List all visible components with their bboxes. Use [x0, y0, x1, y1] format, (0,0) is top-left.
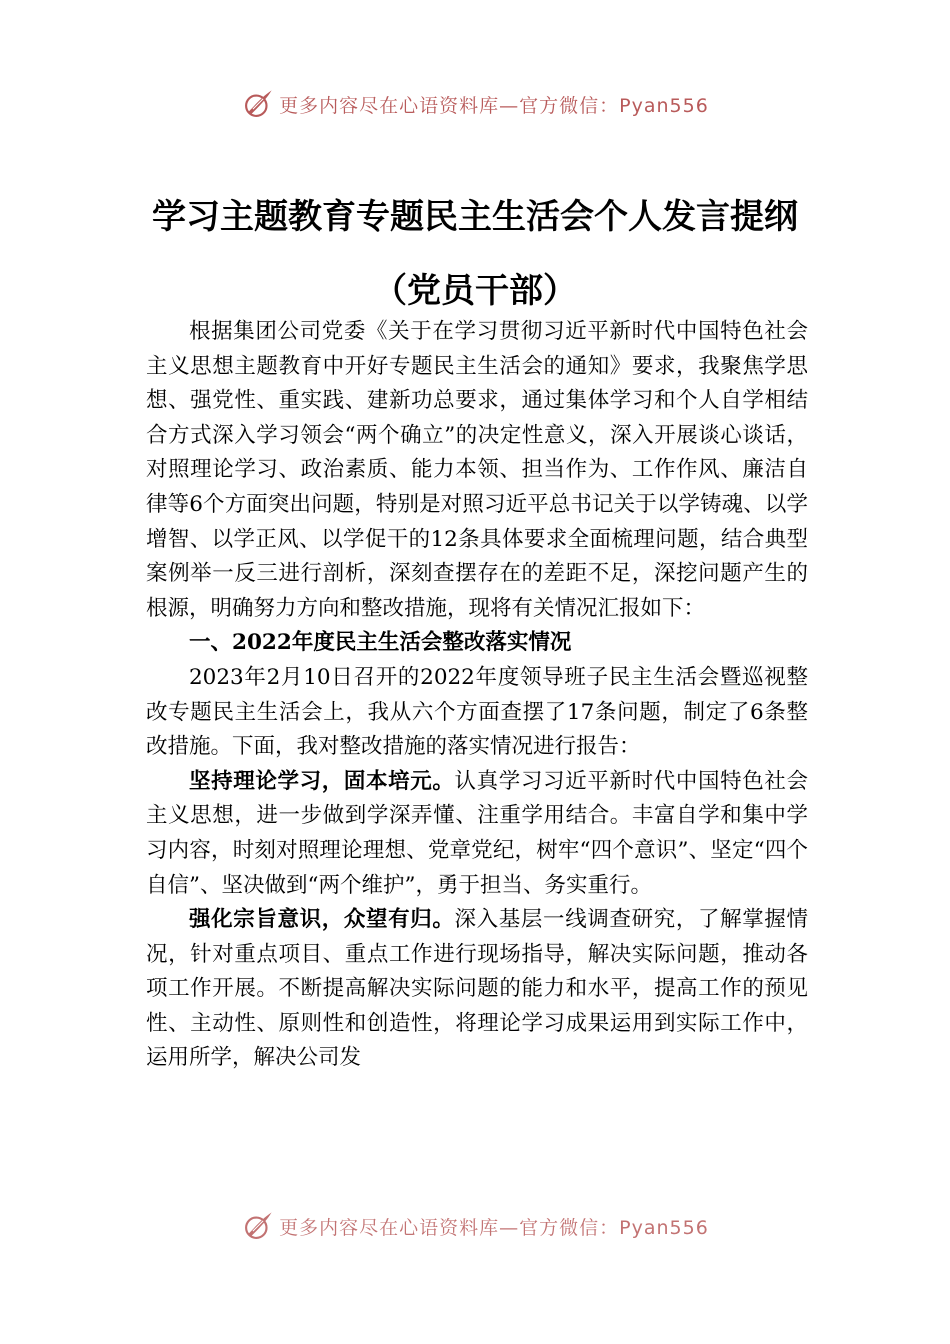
watermark-footer — [0, 1206, 950, 1246]
measure-paragraph-2 — [146, 903, 808, 1076]
watermark-header — [0, 84, 950, 124]
measure-body-1: 认真学习习近平新时代中国特色社会主义思想，进一步做到学深弄懂、注重学用结合。丰富自学和集中学习内容，时刻对照理论理想、党章党纪，树牢“四个意识”、坚定“四个自信”、坚决做到“两个维护”，勇于担当、务实重行。 — [146, 768, 808, 898]
measure-paragraph-1 — [146, 765, 808, 903]
section-paragraph: 2023年2月10日召开的2022年度领导班子民主生活会暨巡视整改专题民主生活会上，我从六个方面查摆了17条问题，制定了6条整改措施。下面，我对整改措施的落实情况进行报告： — [146, 664, 808, 760]
measure-body-2: 深入基层一线调查研究，了解掌握情况，针对重点项目、重点工作进行现场指导，解决实际问题，推动各项工作开展。不断提高解决实际问题的能力和水平，提高工作的预见性、主动性、原则性和创造性，将理论学习成果运用到实际工作中，运用所学，解决公司发 — [146, 907, 808, 1071]
section-heading: 一、2022年度民主生活会整改落实情况 — [189, 630, 572, 656]
measure-lead-1: 坚持理论学习，固本培元。 — [189, 768, 455, 794]
quill-logo-icon — [241, 1209, 275, 1243]
intro-paragraph: 根据集团公司党委《关于在学习贯彻习近平新时代中国特色社会主义思想主题教育中开好专题民主生活会的通知》要求，我聚焦学思想、强党性、重实践、建新功总要求，通过集体学习和个人自学相结合方式深入学习领会“两个确立”的决定性意义，深入开展谈心谈话，对照理论学习、政治素质、能力本领、担当作为、工作作风、廉洁自律等6个方面突出问题，特别是对照习近平总书记关于以学铸魂、以学增智、以学正风、以学促干的12条具体要求全面梳理问题，结合典型案例举一反三进行剖析，深刻查摆存在的差距不足，深挖问题产生的根源，明确努力方向和整改措施，现将有关情况汇报如下： — [146, 319, 808, 621]
watermark-text: 更多内容尽在心语资料库—官方微信：Pyan556 — [279, 94, 709, 117]
quill-logo-icon — [241, 87, 275, 121]
measure-lead-2: 强化宗旨意识，众望有归。 — [189, 907, 455, 933]
watermark-text: 更多内容尽在心语资料库—官方微信：Pyan556 — [279, 1216, 709, 1239]
document-body — [146, 315, 808, 1076]
page-title: 学习主题教育专题民主生活会个人发言提纲（党员干部） — [152, 197, 798, 311]
